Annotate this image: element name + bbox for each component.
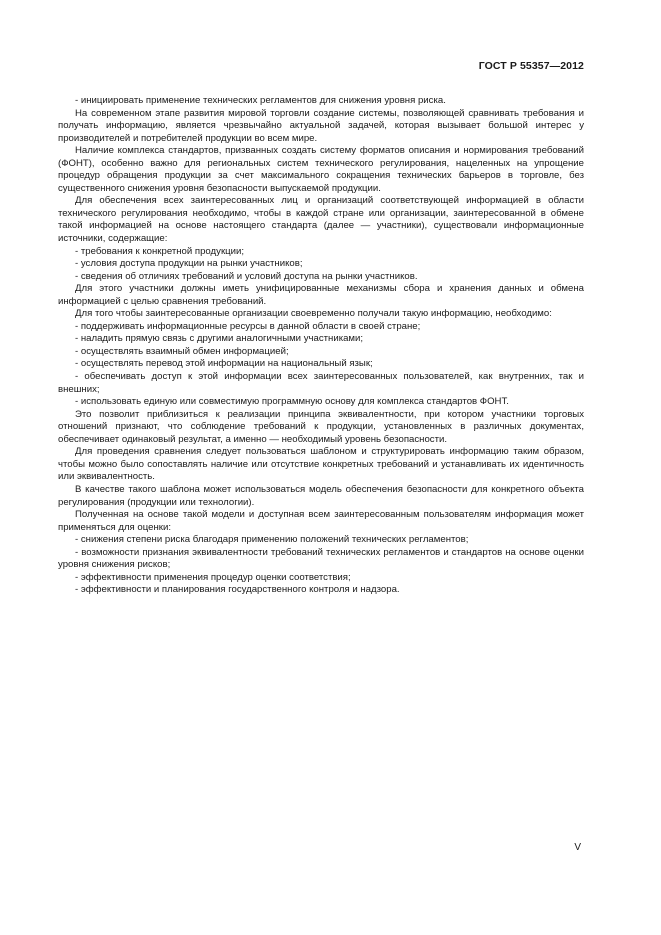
paragraph: - инициировать применение технических регламентов для снижения уровня риска.	[75, 95, 446, 106]
list-item: - снижения степени риска благодаря применению положений технических регламентов;	[75, 534, 469, 546]
list-item: - наладить прямую связь с другими аналогичными участниками;	[75, 333, 364, 345]
page-number: V	[574, 842, 581, 853]
list-item: - эффективности и планирования государственного контроля и надзора.	[75, 584, 400, 596]
list-item: - сведения об отличиях требований и условий доступа на рынки участников.	[75, 270, 418, 282]
list-item: - обеспечивать доступ к этой информации всех заинтересованных пользователей, как внутренних, так и внешних;	[58, 371, 584, 395]
paragraph: В качестве такого шаблона может использоваться модель обеспечения безопасности для конкретного объекта регулирования (продукции или технологии).	[58, 483, 584, 508]
document-body	[58, 95, 584, 597]
list-item: - осуществлять взаимный обмен информацией;	[75, 345, 289, 357]
list-item: - осуществлять перевод этой информации на национальный язык;	[75, 358, 373, 370]
list-item: - использовать единую или совместимую программную основу для комплекса стандартов ФОНТ.	[75, 396, 509, 408]
paragraph: На современном этапе развития мировой торговли создание системы, позволяющей сравнивать требования и получать информацию, является чрезвычайно актуальной задачей, которая вызывает большой интерес у производителей и потребителей продукции во всем мире.	[58, 107, 584, 144]
list-item: - условия доступа продукции на рынки участников;	[75, 258, 303, 270]
paragraph: Это позволит приблизиться к реализации принципа эквивалентности, при котором участники торговых отношений признают, что соблюдение требований к продукции, установленных в различных документах, обеспечивает одинаковый результат, а именно — необходимый уровень безопасности.	[58, 408, 584, 445]
paragraph: Для этого участники должны иметь унифицированные механизмы сбора и хранения данных и обмена информацией с целью сравнения требований.	[58, 283, 584, 307]
standard-code-header: ГОСТ Р 55357—2012	[478, 60, 584, 72]
paragraph: Полученная на основе такой модели и доступная всем заинтересованным пользователям информация может применяться для оценки:	[58, 509, 584, 533]
list-item: - возможности признания эквивалентности требований технических регламентов и стандартов на основе оценки уровня снижения рисков;	[58, 546, 584, 571]
paragraph: Для проведения сравнения следует пользоваться шаблоном и структурировать информацию таким образом, чтобы можно было сопоставлять наличие или отсутствие конкретных требований и устанавливать их идентичность или эквивалентность.	[58, 446, 584, 483]
paragraph: Для того чтобы заинтересованные организации своевременно получали такую информацию, необходимо:	[75, 308, 552, 320]
list-item: - требования к конкретной продукции;	[75, 245, 245, 257]
list-item: - эффективности применения процедур оценки соответствия;	[75, 571, 351, 583]
paragraph: Для обеспечения всех заинтересованных лиц и организаций соответствующей информацией в области технического регулирования необходимо, чтобы в каждой стране или организации, заинтересованной в обмене такой информацией на основе настоящего стандарта (далее — участники), существовали информационные источники, содержащие:	[58, 195, 584, 245]
list-item: - поддерживать информационные ресурсы в данной области в своей стране;	[75, 320, 421, 332]
paragraph: Наличие комплекса стандартов, призванных создать систему форматов описания и нормирования требований (ФОНТ), особенно важно для региональных систем технического регулирования, нацеленных на упрощение процедур обращения продукции за счет максимального сокращения технических барьеров в торговле, без существенного снижения уровня безопасности выпускаемой продукции.	[58, 145, 584, 194]
